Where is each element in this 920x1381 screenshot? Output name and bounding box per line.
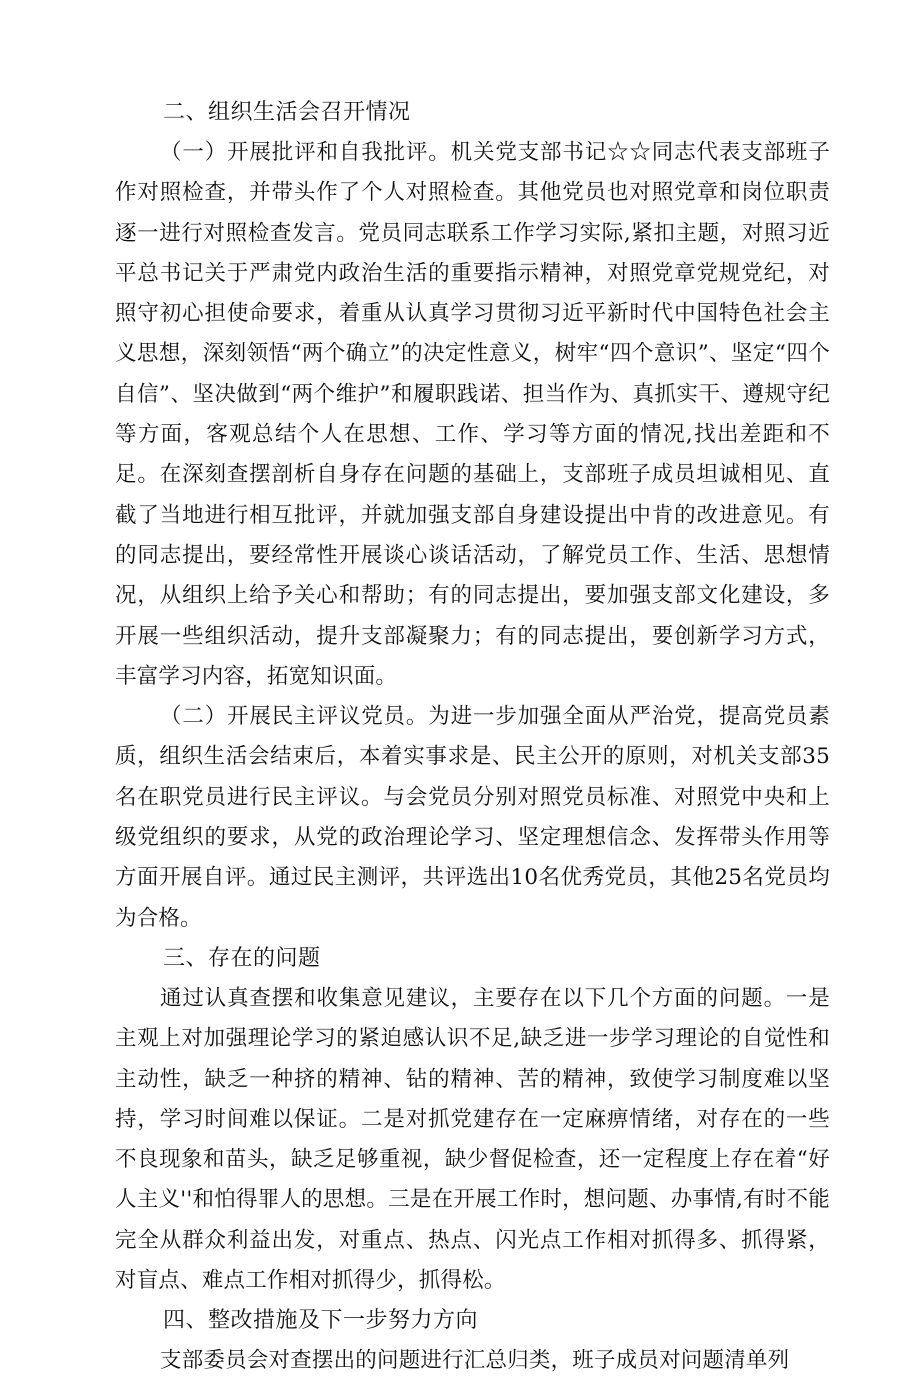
paragraph-problems: 通过认真查摆和收集意见建议，主要存在以下几个方面的问题。一是主观上对加强理论学习的紧迫感认识不足,缺乏进一步学习理论的自觉性和主动性，缺乏一种挤的精神、钻的精神、苦的精神，致使学习制度难以坚持，学习时间难以保证。二是对抓党建存在一定麻痹情绪，对存在的一些不良现象和苗头，缺乏足够重视，缺少督促检查，还一定程度上存在着“好人主义''和怕得罪人的思想。三是在开展工作时，想问题、办事情,有时不能完全从群众利益出发，对重点、热点、闪光点工作相对抓得多、抓得紧，对盲点、难点工作相对抓得少，抓得松。	[115, 985, 830, 1294]
section-heading-organization-meeting: 二、组织生活会召开情况	[163, 100, 411, 125]
section-heading-rectification-measures: 四、整改措施及下一步努力方向	[163, 1308, 479, 1334]
paragraph-democratic-evaluation: （二）开展民主评议党员。为进一步加强全面从严治党，提高党员素质，组织生活会结束后，本着实事求是、民主公开的原则，对机关支部35名在职党员进行民主评议。与会党员分别对照党员标准、对照党中央和上级党组织的要求，从党的政治理论学习、坚定理想信念、发挥带头作用等方面开展自评。通过民主测评，共评选出10名优秀党员，其他25名党员均为合格。	[115, 704, 830, 931]
paragraph-criticism-self-criticism: （一）开展批评和自我批评。机关党支部书记☆☆同志代表支部班子作对照检查，并带头作了个人对照检查。其他党员也对照党章和岗位职责逐一进行对照检查发言。党员同志联系工作学习实际,紧扣主题，对照习近平总书记关于严肃党内政治生活的重要指示精神，对照党章党规党纪，对照守初心担使命要求，着重从认真学习贯彻习近平新时代中国特色社会主义思想，深刻领悟“两个确立”的决定性意义，树牢“四个意识”、坚定“四个自信”、坚决做到“两个维护”和履职践诺、担当作为、真抓实干、遵规守纪等方面，客观总结个人在思想、工作、学习等方面的情况,找出差距和不足。在深刻查摆剖析自身存在问题的基础上，支部班子成员坦诚相见、直截了当地进行相互批评，并就加强支部自身建设提出中肯的改进意见。有的同志提出，要经常性开展谈心谈话活动，了解党员工作、生活、思想情况，从组织上给予关心和帮助；有的同志提出，要加强支部文化建设，多开展一些组织活动，提升支部凝聚力；有的同志提出，要创新学习方式，丰富学习内容，拓宽知识面。	[115, 140, 830, 689]
document-body	[115, 93, 830, 1381]
section-heading-existing-problems: 三、存在的问题	[163, 945, 321, 971]
paragraph-rectification: 支部委员会对查摆出的问题进行汇总归类，班子成员对问题清单列	[160, 1348, 790, 1374]
